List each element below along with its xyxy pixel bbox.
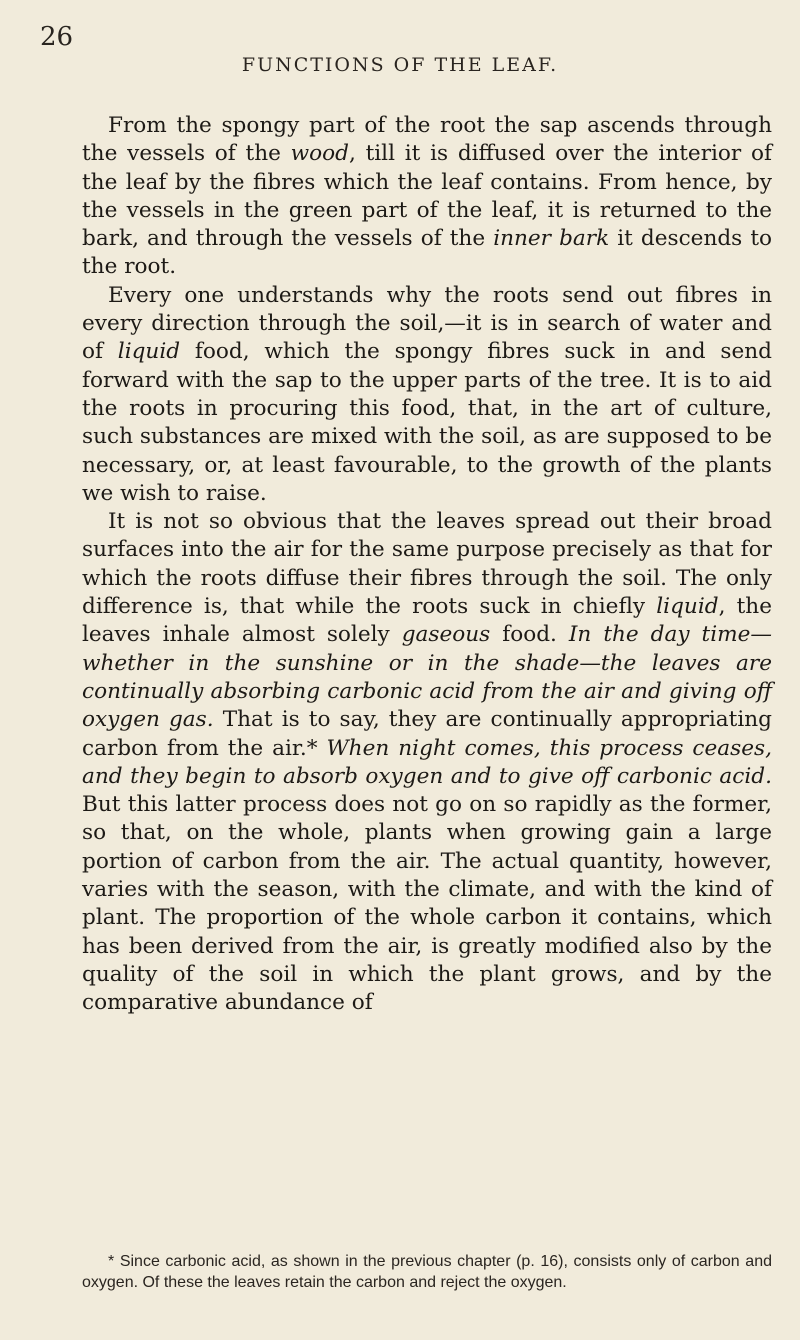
paragraph-roots xyxy=(82,282,772,508)
footnote-body xyxy=(82,1251,772,1293)
italic-run: inner bark xyxy=(493,226,610,252)
text-run: That is to say, they are continually appropriating carbon from the air. xyxy=(82,707,772,761)
italic-run: liquid xyxy=(117,339,181,365)
text-run: But this latter process does not go on so rapidly as the former, so that, on the whole, plants when growing gain a large portion of carbon from the air. The actual quantity, however, varies with the season, with the climate, and with the kind of plant. The proportion of the whole carbon it contains, which has been derived from the air, is greatly modified also by the quality of the soil in which the plant grows, and by the comparative abundance of xyxy=(82,792,772,1016)
text-run: food, which the spongy fibres suck in and send forward with the sap to the upper parts of the tree. It is to aid the roots in procuring this food, that, in the art of culture, such substances are mixed with the soil, as are supposed to be necessary, or, at least favourable, to the growth of the plants we wish to raise. xyxy=(82,339,772,506)
page-number: 26 xyxy=(40,22,74,52)
footnote-reference: * xyxy=(306,735,318,761)
body-text xyxy=(82,112,772,1018)
paragraph-leaves xyxy=(82,508,772,1017)
text-run: From the spongy part of the root the sap ascends through the vessels of the xyxy=(82,113,772,167)
paragraph-sap xyxy=(82,112,772,282)
text-run: , the leaves inhale almost solely xyxy=(82,594,772,648)
italic-run: gaseous xyxy=(401,622,491,648)
italic-run: When night comes, this process ceases, and they begin to absorb oxygen and to give off carbonic acid. xyxy=(82,735,772,789)
text-run: , till it is diffused over the interior of the leaf by the fibres which the leaf contains. From hence, by the vessels in the green part of the leaf, it is returned to the bark, and through the vessels of the xyxy=(82,141,772,252)
text-run: It is not so obvious that the leaves spread out their broad surfaces into the air for the same purpose precisely as that for which the roots diffuse their fibres through the soil. The only difference is, that while the roots suck in chiefly xyxy=(82,509,772,620)
text-run: Every one understands why the roots send out fibres in every direction through the soil,—it is in search of water and of xyxy=(82,282,772,365)
italic-run: liquid xyxy=(656,594,719,620)
text-run: it descends to the root. xyxy=(82,226,773,280)
italic-run: wood xyxy=(290,141,349,167)
running-head: FUNCTIONS OF THE LEAF. xyxy=(241,54,559,76)
text-run: food. xyxy=(490,622,569,648)
italic-run: In the day time—whether in the sunshine or in the shade—the leaves are continually absorbing carbonic acid from the air and giving off oxygen gas. xyxy=(82,622,772,733)
footnote-text: Since carbonic acid, as shown in the previous chapter (p. 16), consists only of carbon and oxygen. Of these the leaves retain the carbon and reject the oxygen. xyxy=(82,1253,772,1291)
footnote-mark: * xyxy=(108,1253,115,1270)
footnote xyxy=(82,1251,772,1293)
